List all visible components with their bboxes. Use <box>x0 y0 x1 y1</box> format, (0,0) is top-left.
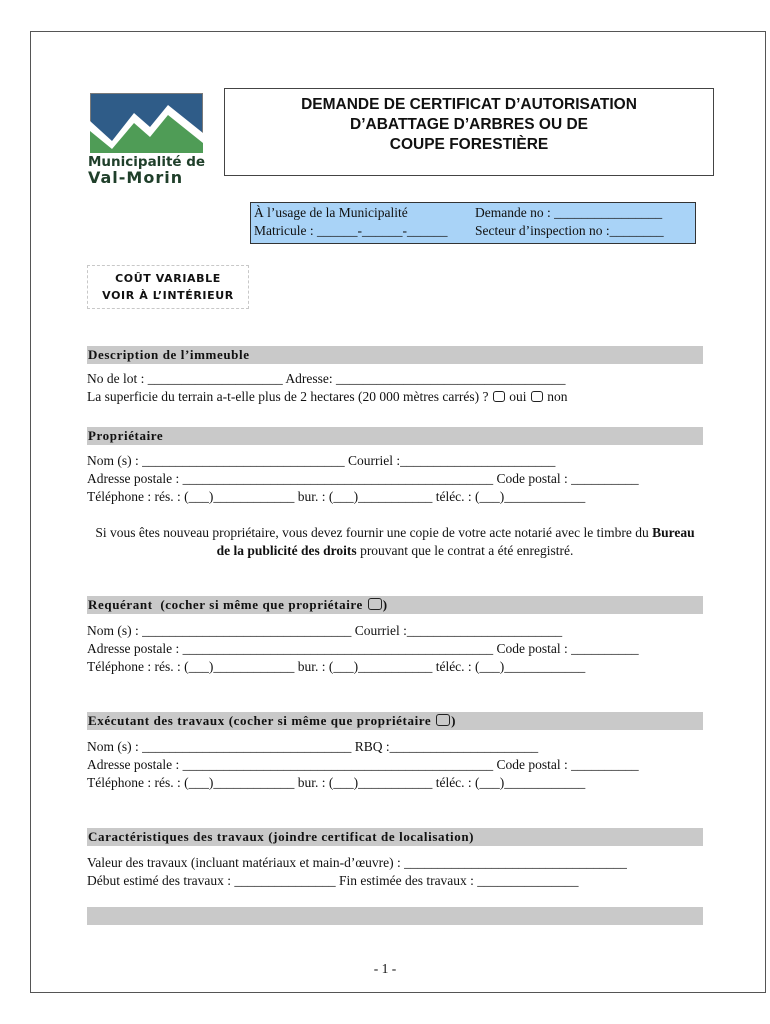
new-owner-notice <box>87 524 703 560</box>
section-header-empty <box>87 907 703 925</box>
area-question: La superficie du terrain a-t-elle plus de 2 hectares (20 000 mètres carrés) ? <box>87 389 492 404</box>
section-header-description: Description de l’immeuble <box>87 346 703 364</box>
cost-note-line1: COÛT VARIABLE <box>115 272 221 285</box>
oui-label: oui <box>509 389 527 404</box>
title-line1: DEMANDE DE CERTIFICAT D’AUTORISATION <box>301 96 637 113</box>
form-title <box>224 88 714 176</box>
requerant-note: (cocher si même que propriétaire <box>160 597 363 612</box>
non-label: non <box>547 389 568 404</box>
area-question-line <box>87 388 567 406</box>
contractor-address-line[interactable]: Adresse postale : ______________________________________________ Code postal : __________ <box>87 757 639 772</box>
section-header-caracteristiques: Caractéristiques des travaux (joindre certificat de localisation) <box>87 828 703 846</box>
requester-name-email-line[interactable]: Nom (s) : _______________________________ Courriel :_______________________ <box>87 623 563 638</box>
work-value-line[interactable]: Valeur des travaux (incluant matériaux et main-d’œuvre) : _________________________________ <box>87 855 627 870</box>
owner-phone-line[interactable]: Téléphone : rés. : (___)____________ bur. : (___)___________ téléc. : (___)____________ <box>87 489 586 504</box>
lot-address-line[interactable]: No de lot : ____________________ Adresse: __________________________________ <box>87 371 566 386</box>
non-checkbox[interactable] <box>531 391 543 402</box>
oui-checkbox[interactable] <box>493 391 505 402</box>
executant-same-as-owner-checkbox[interactable] <box>436 714 450 726</box>
municipal-use-box <box>250 202 696 244</box>
request-number-field[interactable]: Demande no : ________________ <box>475 205 663 220</box>
owner-name-email-line[interactable]: Nom (s) : ______________________________ Courriel :_______________________ <box>87 453 556 468</box>
executant-note: (cocher si même que propriétaire <box>228 713 432 728</box>
title-line3: COUPE FORESTIÈRE <box>389 136 549 153</box>
requester-address-line[interactable]: Adresse postale : ______________________________________________ Code postal : __________ <box>87 641 639 656</box>
contractor-phone-line[interactable]: Téléphone : rés. : (___)____________ bur. : (___)___________ téléc. : (___)____________ <box>87 775 586 790</box>
title-line2: D’ABATTAGE D’ARBRES OU DE <box>350 116 588 133</box>
work-dates-line[interactable]: Début estimé des travaux : _______________ Fin estimée des travaux : _______________ <box>87 873 579 888</box>
matricule-field[interactable]: Matricule : ______-______-______ <box>254 223 448 238</box>
cost-note <box>87 265 249 309</box>
inspection-sector-field[interactable]: Secteur d’inspection no :________ <box>475 223 664 238</box>
same-as-owner-checkbox[interactable] <box>368 598 382 610</box>
notice-bold-text: Bureau de la publicité des droits <box>216 525 695 558</box>
section-header-executant: Exécutant des travaux (cocher si même que propriétaire ) <box>87 712 703 730</box>
notice-text-part1: Si vous êtes nouveau propriétaire, vous devez fournir une copie de votre acte notarié avec le timbre du <box>95 525 653 540</box>
owner-address-line[interactable]: Adresse postale : ______________________________________________ Code postal : __________ <box>87 471 639 486</box>
requerant-title: Requérant <box>88 597 153 612</box>
page-number: - 1 - <box>373 961 397 976</box>
usage-label: À l’usage de la Municipalité <box>254 205 408 220</box>
mountain-logo-icon <box>90 93 203 153</box>
section-header-proprietaire: Propriétaire <box>87 427 703 445</box>
section-header-requerant: Requérant (cocher si même que propriétaire ) <box>87 596 703 614</box>
requester-phone-line[interactable]: Téléphone : rés. : (___)____________ bur. : (___)___________ téléc. : (___)____________ <box>87 659 586 674</box>
logo-line1: Municipalité de <box>88 154 206 170</box>
contractor-name-rbq-line[interactable]: Nom (s) : _______________________________ RBQ :______________________ <box>87 739 539 754</box>
notice-text-part2: prouvant que le contrat a été enregistré. <box>356 543 574 558</box>
cost-note-line2: VOIR À L’INTÉRIEUR <box>102 289 234 302</box>
executant-title: Exécutant des travaux <box>88 713 225 728</box>
logo-line2: Val-Morin <box>88 168 184 187</box>
municipal-logo <box>90 93 203 153</box>
